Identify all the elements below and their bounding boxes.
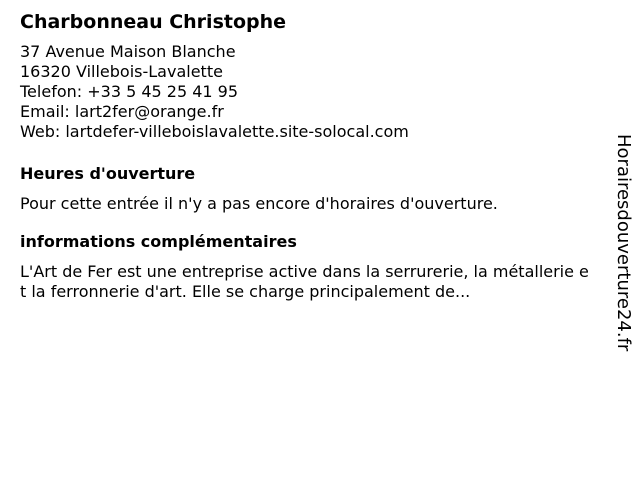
opening-hours-text: Pour cette entrée il n'y a pas encore d'horaires d'ouverture. [20, 194, 498, 213]
contact-block [20, 42, 595, 142]
business-name: Charbonneau Christophe [20, 11, 287, 33]
phone-line[interactable]: Telefon: +33 5 45 25 41 95 [20, 82, 239, 101]
site-brand-vertical: Horairesdouverture24.fr [613, 134, 634, 352]
address-line-2: 16320 Villebois-Lavalette [20, 62, 223, 81]
business-card [20, 10, 595, 302]
address-line-1: 37 Avenue Maison Blanche [20, 42, 236, 61]
opening-hours-section [20, 164, 595, 214]
additional-info-heading: informations complémentaires [20, 232, 297, 251]
additional-info-section [20, 232, 595, 302]
email-line[interactable]: Email: lart2fer@orange.fr [20, 102, 224, 121]
additional-info-text: L'Art de Fer est une entreprise active dans la serrurerie, la métallerie et la ferronnerie d'art. Elle se charge principalement de... [20, 262, 589, 301]
opening-hours-heading: Heures d'ouverture [20, 164, 196, 183]
web-line[interactable]: Web: lartdefer-villeboislavalette.site-solocal.com [20, 122, 409, 141]
